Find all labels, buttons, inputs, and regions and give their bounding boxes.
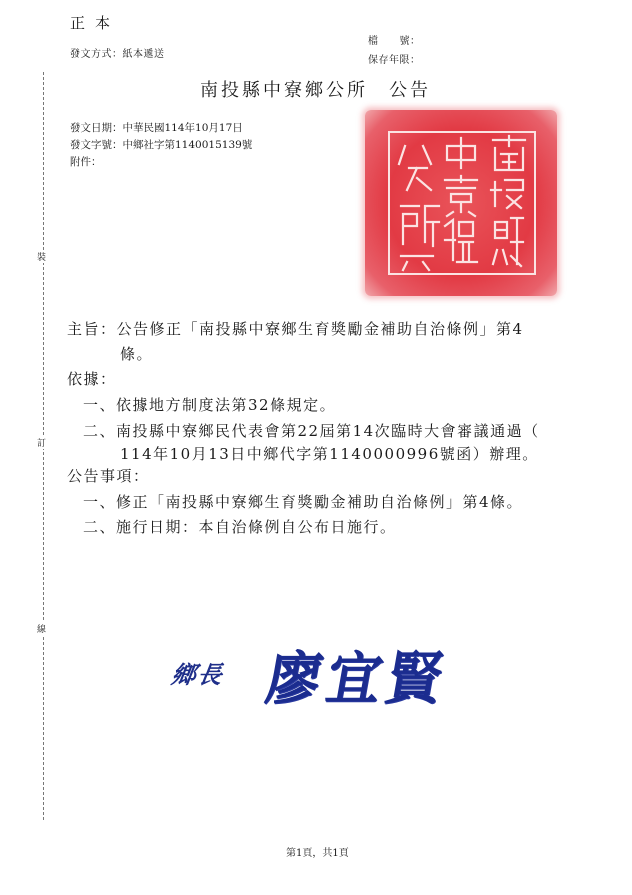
seal-glyphs-icon [365, 110, 557, 296]
document-reference-number: 發文字號：中鄉社字第1140015139號 [70, 139, 253, 151]
signature-title: 鄉長 [169, 660, 226, 689]
binding-mark-zhuang: 裝 [37, 250, 46, 263]
basis-heading: 依據： [67, 370, 117, 388]
official-seal [365, 110, 557, 296]
copy-mark: 正本 [70, 14, 121, 32]
notice-item-2: 二、施行日期：本自治條例自公布日施行。 [83, 518, 397, 536]
archive-number-label: 檔 號： [368, 36, 421, 47]
notice-item-1: 一、修正「南投縣中寮鄉生育獎勵金補助自治條例」第4條。 [83, 493, 524, 511]
basis-item-2: 二、南投縣中寮鄉民代表會第22屆第14次臨時大會審議通過（ [83, 422, 540, 440]
basis-item-1: 一、依據地方制度法第32條規定。 [83, 396, 337, 414]
binding-mark-xian: 線 [37, 622, 46, 635]
page-number: 第1頁，共1頁 [286, 848, 349, 859]
subject-line: 主旨：公告修正「南投縣中寮鄉生育獎勵金補助自治條例」第4 [67, 320, 524, 338]
attachment-label: 附件： [70, 156, 102, 168]
document-title: 南投縣中寮鄉公所 公告 [200, 80, 431, 101]
binding-mark-ding: 訂 [37, 436, 46, 449]
basis-item-2-continued: 114年10月13日中鄉代字第1140000996號函）辦理。 [120, 445, 539, 463]
retention-period-label: 保存年限： [368, 55, 421, 66]
subject-line-continued: 條。 [120, 345, 154, 363]
signature-name: 廖宜賢 [261, 644, 454, 712]
notice-items-heading: 公告事項： [67, 467, 150, 485]
issue-date: 發文日期：中華民國114年10月17日 [70, 122, 243, 134]
send-mode: 發文方式：紙本遞送 [70, 49, 165, 60]
